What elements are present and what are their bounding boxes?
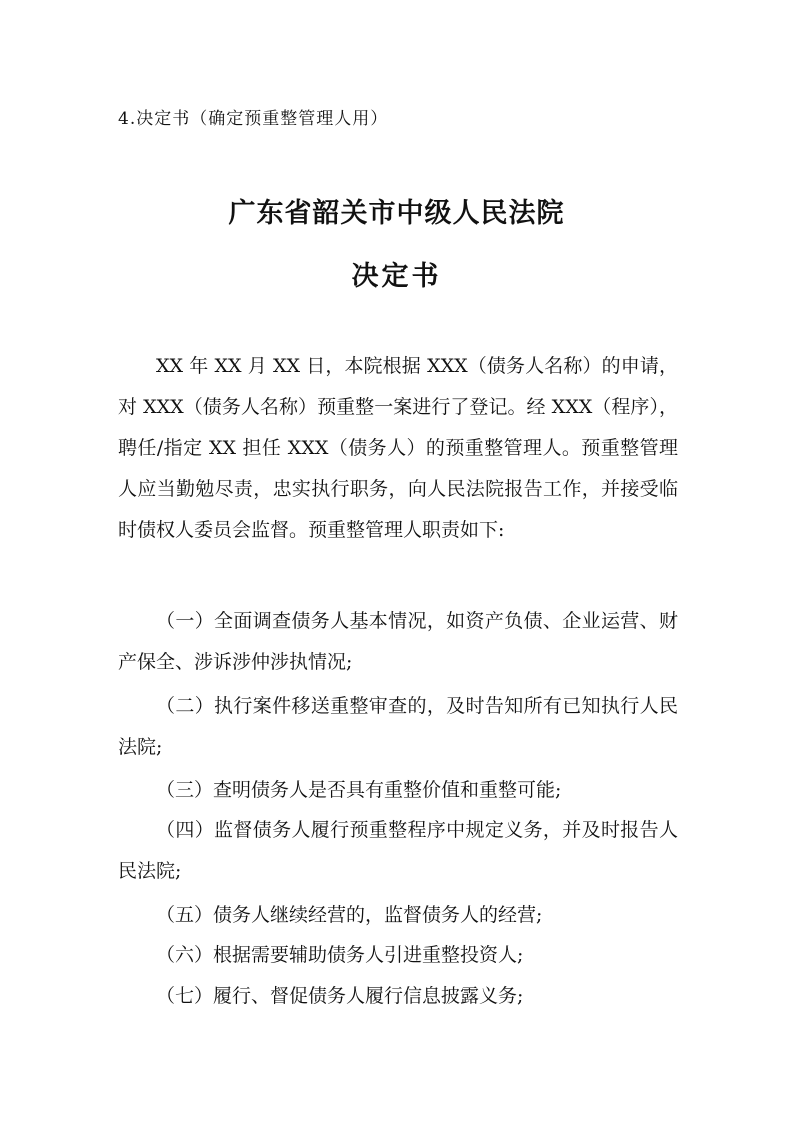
intro-paragraph: XX 年 XX 月 XX 日，本院根据 XXX（债务人名称）的申请，对 XXX（债务人名称）预重整一案进行了登记。经 XXX（程序），聘任/指定 XX 担任 XXX（债务人）的预重整管理人。预重整管理人应当勤勉尽责，忠实执行职务，向人民法院报告工作，并接受临时债权人委员会监督。预重整管理人职责如下: [118,355,678,541]
duty-item-3: （三）查明债务人是否具有重整价值和重整可能; [156,779,562,801]
duty-item-7: （七）履行、督促债务人履行信息披露义务; [156,985,524,1007]
duty-item-5: （五）债务人继续经营的，监督债务人的经营; [156,904,543,926]
document-type-heading: 决定书 [351,261,442,292]
duty-item-1: （一）全面调查债务人基本情况，如资产负债、企业运营、财产保全、涉诉涉仲涉执情况; [118,610,678,673]
court-name-heading: 广东省韶关市中级人民法院 [228,198,565,229]
duty-item-2: （二）执行案件移送重整审查的，及时告知所有已知执行人民法院; [118,695,678,758]
duty-item-4: （四）监督债务人履行预重整程序中规定义务，并及时报告人民法院; [118,819,678,882]
duty-item-6: （六）根据需要辅助债务人引进重整投资人; [156,944,524,966]
document-label: 4.决定书（确定预重整管理人用） [118,109,389,129]
